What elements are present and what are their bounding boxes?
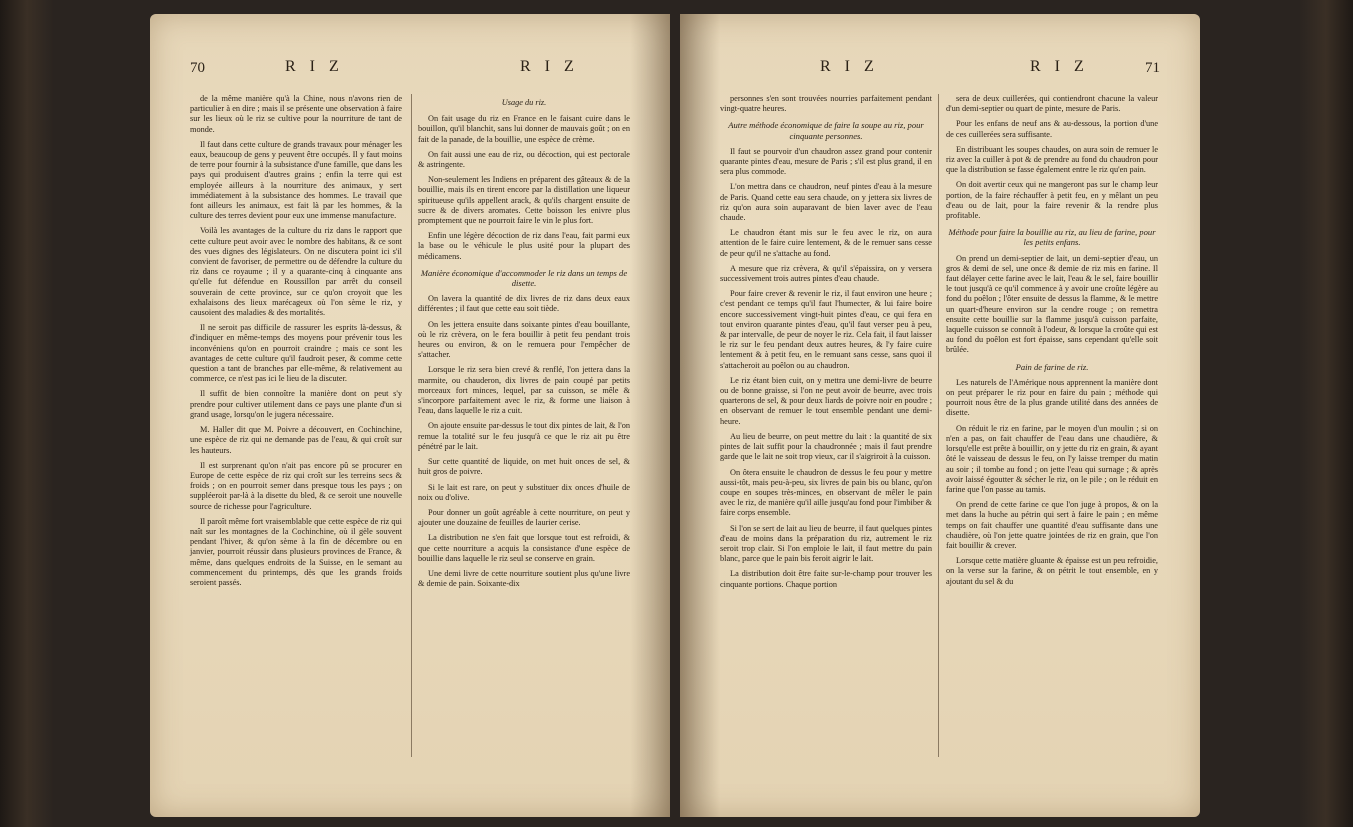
page-number: 71 — [1145, 60, 1160, 76]
paragraph: Il ne seroit pas difficile de rassurer les esprits là-dessus, & d'indiquer en même-temps des moyens pour prévenir tous les inconvéniens qu'on en pourroit craindre ; mais ce sont les avantages de cette culture qu'il faudroit peser, & comme cette question a tant de branches par elle-même, & relativement au commerce, ce n'est pas ici le lieu de la discuter. — [190, 323, 402, 384]
paragraph: On doit avertir ceux qui ne mangeront pas sur le champ leur portion, de la faire réchauffer à petit feu, en y mêlant un peu d'eau ou de lait, pour la faire revenir & la rendre plus profitable. — [946, 180, 1158, 221]
paragraph: Lorsque le riz sera bien crevé & renflé, l'on jettera dans la marmite, ou chauderon, dix livres de pain coupé par petits morceaux fort minces, lequel, par sa cuisson, se mêle & s'incorpore parfaitement avec le riz, & forme une liaison à l'eau, dans laquelle le riz a cuit. — [418, 365, 630, 416]
paragraph: Non-seulement les Indiens en préparent des gâteaux & de la bouillie, mais ils en tirent encore par la distillation une liqueur spiritueuse qu'ils appellent arack, & qu'ils chargent ensuite de sucre & de divers aromates. Cette boisson les enivre plus promptement que ne pourroit faire le vin le plus fort. — [418, 175, 630, 226]
right-column-2 — [946, 94, 1158, 592]
page-number: 70 — [190, 60, 205, 76]
right-page-header — [720, 58, 1160, 84]
paragraph: On ajoute ensuite par-dessus le tout dix pintes de lait, & l'on remue la totalité sur le feu jusqu'à ce que le riz ait pu être pénétré par le lait. — [418, 421, 630, 451]
running-head: R I Z — [285, 58, 344, 75]
paragraph: L'on mettra dans ce chaudron, neuf pintes d'eau à la mesure de Paris. Quand cette eau sera chaude, on y jettera six livres de riz qu'on aura soin auparavant de bien laver avec de l'eau chaude. — [720, 182, 932, 223]
paragraph: On réduit le riz en farine, par le moyen d'un moulin ; si on n'en a pas, on fait chauffer de l'eau dans une chaudière, & lorsqu'elle est prête à bouillir, on y jette du riz en grain, & ayant ôté le vaisseau de dessus le feu, on l'y laisse tremper du matin au soir ; il tombe au fond ; on jette l'eau qui surnage ; & après avoir laissé égoutter & sécher le riz, on le pile ; on le réduit en farine que l'on passe au tamis. — [946, 423, 1158, 494]
paragraph: Il suffit de bien connoître la manière dont on peut s'y prendre pour cultiver utilement dans ce pays une plante d'un si grand usage, lorsqu'on le jugera nécessaire. — [190, 389, 402, 419]
gutter-shadow — [680, 14, 720, 817]
left-column-2 — [418, 94, 630, 594]
right-column-1 — [720, 94, 932, 595]
paragraph: Il paroît même fort vraisemblable que cette espèce de riz qui naît sur les montagnes de la Cochinchine, où il gèle souvent pendant l'hiver, & qu'on sème à la fin de décembre ou en janvier, pourroit réussir dans plusieurs provinces de France, & même, dans quelques endroits de la Suisse, en le semant au commencement du printemps, dès que les grands froids seroient passés. — [190, 516, 402, 587]
right-page — [680, 14, 1200, 817]
paragraph: On ôtera ensuite le chaudron de dessus le feu pour y mettre aussi-tôt, mais peu-à-peu, six livres de pain bis ou blanc, qu'on coupe en soupes très-minces, en observant de mêler le pain avec le riz, de manière qu'il aille jusqu'au fond pour l'imbiber & faire corps ensemble. — [720, 467, 932, 518]
paragraph: On les jettera ensuite dans soixante pintes d'eau bouillante, où le riz crèvera, on le fera bouillir à petit feu pendant trois heures ou environ, & on le remuera pour l'empêcher de s'attacher. — [418, 319, 630, 360]
paragraph: Il faut dans cette culture de grands travaux pour ménager les eaux, beaucoup de gens y peuvent être occupés. Il y faut moins de terre pour fournir à la subsistance d'une famille, que dans les pays qui produisent d'autres grains ; enfin la terre qui est employée ailleurs à la nourriture des animaux, y sert immédiatement à la subsistance des hommes. Le travail que font ailleurs les animaux, est fait là par les hommes, & la culture des terres devient pour eux une immense manufacture. — [190, 139, 402, 221]
paragraph: On fait aussi une eau de riz, ou décoction, qui est pectorale & astringente. — [418, 149, 630, 170]
running-head: R I Z — [520, 58, 579, 75]
paragraph: La distribution ne s'en fait que lorsque tout est refroidi, & que cette nourriture a acquis la consistance d'une espèce de bouillie dans laquelle le riz seul se conserve en grain. — [418, 533, 630, 563]
paragraph: personnes s'en sont trouvées nourries parfaitement pendant vingt-quatre heures. — [720, 94, 932, 114]
paragraph: On prend un demi-septier de lait, un demi-septier d'eau, un gros & demi de sel, une once & demie de riz mis en farine. Il faut délayer cette farine avec le lait, l'eau & le sel, faire bouillir le tout jusqu'à ce qu'il commence à y avoir une croûte légère au fond du poêlon ; l'ôter ensuite de dessus la flamme, & le mettre un quart-d'heure environ sur la cendre rouge ; on remettra ensuite cette bouillie sur la flamme jusqu'à cuisson parfaite, laquelle cuisson se connoît à l'odeur, & lorsque la croûte qui est au fond du poêlon est fort épaisse, sans cependant qu'elle soit brûlée. — [946, 253, 1158, 355]
running-head: R I Z — [820, 58, 879, 75]
paragraph: Pour les enfans de neuf ans & au-dessous, la portion d'une de ces cuillerées sera suffisante. — [946, 119, 1158, 139]
left-page-header — [190, 58, 630, 84]
paragraph: On fait usage du riz en France en le faisant cuire dans le bouillon, qu'il blanchit, sans lui donner de mauvais goût ; on en fait de la panade, de la bouillie, une espèce de crème. — [418, 114, 630, 144]
paragraph: On lavera la quantité de dix livres de riz dans deux eaux différentes ; il faut que cette eau soit tiède. — [418, 294, 630, 314]
gutter-shadow — [630, 14, 670, 817]
paragraph: sera de deux cuillerées, qui contiendront chacune la valeur d'un demi-septier ou quart de pinte, mesure de Paris. — [946, 94, 1158, 114]
paragraph: A mesure que riz crèvera, & qu'il s'épaissira, on y versera successivement trois autres pintes d'eau chaude. — [720, 263, 932, 284]
paragraph: La distribution doit être faite sur-le-champ pour trouver les cinquante portions. Chaque portion — [720, 569, 932, 589]
section-heading: Méthode pour faire la bouillie au riz, au lieu de farine, pour les petits enfans. — [948, 227, 1156, 248]
paragraph: Il faut se pourvoir d'un chaudron assez grand pour contenir quarante pintes d'eau, mesure de Paris ; s'il est plus grand, il en sera plus commode. — [720, 146, 932, 177]
paragraph: Pour donner un goût agréable à cette nourriture, on peut y ajouter une douzaine de feuilles de laurier cerise. — [418, 507, 630, 528]
left-page — [150, 14, 670, 817]
paragraph: Au lieu de beurre, on peut mettre du lait : la quantité de six pintes de lait suffit pour la chaudronnée ; mais il faut prendre garde que le lait ne soit trop vieux, car il s'aigriroit à la cuisson. — [720, 431, 932, 462]
paragraph: En distribuant les soupes chaudes, on aura soin de remuer le riz avec la cuiller à pot & de prendre au fond du chaudron pour que la distribution se fasse également entre le riz qu'en pain. — [946, 144, 1158, 175]
section-heading: Autre méthode économique de faire la soupe au riz, pour cinquante personnes. — [728, 120, 924, 141]
paragraph: Pour faire crever & revenir le riz, il faut environ une heure ; c'est pendant ce temps qu'il faut l'humecter, & lui faire boire encore successivement vingt-huit pintes d'eau, ce qui fera en tout environ quarante pintes d'eau, qu'il faut verser peu à peu, & par intervalle, de peur de noyer le riz. Cela fait, il faut laisser le riz sur le feu pendant deux autres heures, & l'y faire cuire lentement & à petit feu, en le remuant sans cesse, sans quoi il s'attacheroit au poêlon ou au chaudron. — [720, 289, 932, 370]
paragraph: Il est surprenant qu'on n'ait pas encore pû se procurer en Europe de cette espèce de riz qui croît sur les terreins secs & froids ; on en pourroit semer dans presque tous les pays ; on suppléeroit par-là à la disette du bled, & ce seroit une nouvelle source de richesse pour l'agriculture. — [190, 460, 402, 511]
section-heading: Pain de farine de riz. — [1015, 361, 1089, 372]
paragraph: Enfin une légère décoction de riz dans l'eau, fait parmi eux la base ou le véhicule le plus usité pour la plupart des médicamens. — [418, 231, 630, 261]
paragraph: M. Haller dit que M. Poivre a découvert, en Cochinchine, une espèce de riz qui ne demande pas de l'eau, & qui croît sur les hauteurs. — [190, 425, 402, 455]
paragraph: Lorsque cette matière gluante & épaisse est un peu refroidie, on la verse sur la farine, & on pétrit le tout ensemble, en y ajoutant du sel & du — [946, 556, 1158, 586]
paragraph: On prend de cette farine ce que l'on juge à propos, & on la met dans la huche au pétrin qui sert à faire le pain ; en même temps on fait chauffer une quantité d'eau suffisante dans une chaudière, où l'on jette quatre jointées de riz en grain, que l'on fait bouillir & crever. — [946, 500, 1158, 550]
left-column-1 — [190, 94, 402, 593]
paragraph: Sur cette quantité de liquide, on met huit onces de sel, & huit gros de poivre. — [418, 457, 630, 477]
paragraph: Le chaudron étant mis sur le feu avec le riz, on aura attention de le faire cuire lentement, & de le remuer sans cesse de peur qu'il ne s'attache au fond. — [720, 228, 932, 258]
column-rule — [411, 94, 412, 757]
paragraph: Voilà les avantages de la culture du riz dans le rapport que cette culture peut avoir avec le nombre des habitans, & ce sont des vues dignes des législateurs. On ne discutera point ici s'il convient de favoriser, de permettre ou de défendre la culture du riz dans ce royaume ; il y a quarante-cinq à cinquante ans qu'elle fut défendue en Roussillon par arrêt du conseil souverain de cette province, sur ce qu'on croyoit que les exhalaisons des lieux marécageux où l'on sème le riz, y causoient des maladies & des mortalités. — [190, 226, 402, 318]
section-heading: Manière économique d'accommoder le riz dans un temps de disette. — [420, 267, 628, 289]
paragraph: Le riz étant bien cuit, on y mettra une demi-livre de beurre ou de bonne graisse, si l'on ne peut avoir de beurre, avec trois quarterons de sel, & pour deux liards de poivre noir en poudre ; en observant de remuer le tout ensemble pendant une demi-heure. — [720, 375, 932, 426]
paragraph: Si l'on se sert de lait au lieu de beurre, il faut quelques pintes d'eau de moins dans la préparation du riz, autrement le riz seroit trop clair. Si l'on emploie le lait, il faut mettre du pain blanc, parce que le pain bis feroit aigrir le lait. — [720, 523, 932, 564]
paragraph: Une demi livre de cette nourriture soutient plus qu'une livre & demie de pain. Soixante-dix — [418, 568, 630, 589]
section-heading: Usage du riz. — [501, 98, 547, 107]
paragraph: Les naturels de l'Amérique nous apprennent la manière dont on peut préparer le riz pour en faire du pain ; méthode qui pourroit nous être de la plus grande utilité dans des années de disette. — [946, 377, 1158, 418]
column-rule — [938, 94, 939, 757]
running-head: R I Z — [1030, 58, 1089, 75]
paragraph: Si le lait est rare, on peut y substituer dix onces d'huile de noix ou d'olive. — [418, 482, 630, 502]
paragraph: de la même manière qu'à la Chine, nous n'avons rien de particulier à en dire ; mais il se présente une observation à faire sur les lieux où le riz se cultive pour la nourriture de tant de monde. — [190, 94, 402, 134]
